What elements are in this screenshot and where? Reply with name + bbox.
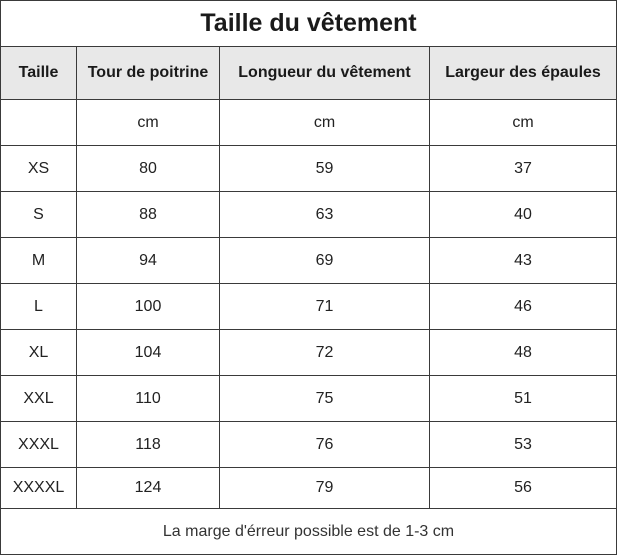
table-row: [1, 284, 617, 330]
shoulder-cell: 51: [430, 376, 617, 422]
header-shoulder: Largeur des épaules: [430, 47, 617, 100]
length-cell: 59: [220, 146, 430, 192]
header-row: [1, 47, 617, 100]
length-cell: 75: [220, 376, 430, 422]
chest-cell: 124: [77, 468, 220, 509]
table-row: [1, 422, 617, 468]
length-cell: 79: [220, 468, 430, 509]
unit-cell: cm: [220, 100, 430, 146]
table-row: [1, 192, 617, 238]
unit-cell: cm: [77, 100, 220, 146]
table-row: [1, 330, 617, 376]
header-chest: Tour de poitrine: [77, 47, 220, 100]
chest-cell: 80: [77, 146, 220, 192]
chest-cell: 118: [77, 422, 220, 468]
size-cell: XXL: [1, 376, 77, 422]
footnote: La marge d'érreur possible est de 1-3 cm: [1, 509, 617, 555]
header-size: Taille: [1, 47, 77, 100]
shoulder-cell: 40: [430, 192, 617, 238]
size-cell: L: [1, 284, 77, 330]
shoulder-cell: 46: [430, 284, 617, 330]
length-cell: 63: [220, 192, 430, 238]
size-cell: XXXXL: [1, 468, 77, 509]
shoulder-cell: 43: [430, 238, 617, 284]
size-cell: XL: [1, 330, 77, 376]
chest-cell: 104: [77, 330, 220, 376]
table-title: Taille du vêtement: [1, 1, 617, 47]
table-row: [1, 376, 617, 422]
chest-cell: 100: [77, 284, 220, 330]
unit-cell: cm: [430, 100, 617, 146]
shoulder-cell: 48: [430, 330, 617, 376]
unit-cell: [1, 100, 77, 146]
shoulder-cell: 53: [430, 422, 617, 468]
size-cell: XS: [1, 146, 77, 192]
table-row: [1, 146, 617, 192]
units-row: [1, 100, 617, 146]
size-cell: XXXL: [1, 422, 77, 468]
header-length: Longueur du vêtement: [220, 47, 430, 100]
length-cell: 76: [220, 422, 430, 468]
chest-cell: 110: [77, 376, 220, 422]
shoulder-cell: 56: [430, 468, 617, 509]
shoulder-cell: 37: [430, 146, 617, 192]
size-cell: S: [1, 192, 77, 238]
length-cell: 69: [220, 238, 430, 284]
size-cell: M: [1, 238, 77, 284]
length-cell: 71: [220, 284, 430, 330]
length-cell: 72: [220, 330, 430, 376]
chest-cell: 94: [77, 238, 220, 284]
table-row: [1, 238, 617, 284]
chest-cell: 88: [77, 192, 220, 238]
table-row: [1, 468, 617, 509]
